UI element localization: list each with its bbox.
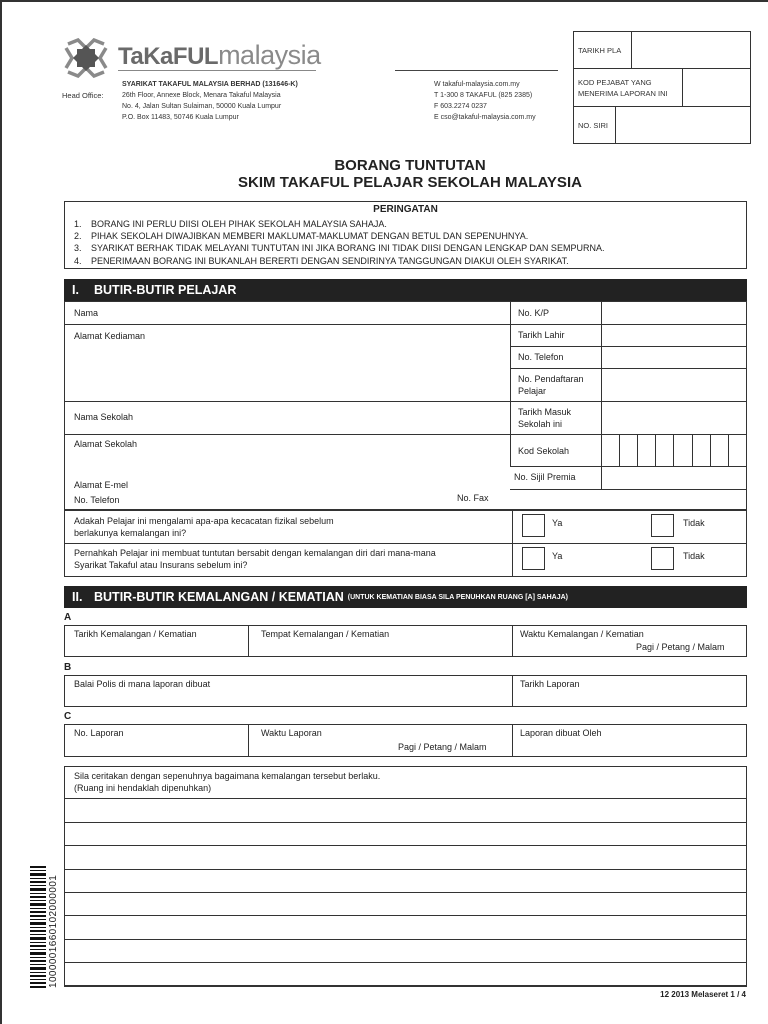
divider (673, 434, 674, 466)
tarikh-laporan-label: Tarikh Laporan (520, 679, 580, 689)
address-line: P.O. Box 11483, 50746 Kuala Lumpur (122, 114, 239, 121)
question-tuntutan-terdahulu: Pernahkah Pelajar ini membuat tuntutan bersabit dengan kemalangan diri dari mana-mana Syarikat Takaful atau Insurans sebelum ini? (74, 548, 436, 570)
alamat-kediaman-input[interactable] (74, 345, 506, 399)
page-footer: 12 2013 Melaseret 1 / 4 (660, 990, 746, 999)
part-c-letter: C (64, 711, 72, 722)
divider (512, 625, 513, 657)
tarikh-masuk-label: Tarikh Masuk Sekolah ini (518, 407, 572, 429)
kod-sekolah-digit-1[interactable] (603, 436, 618, 465)
section-1-header: I. BUTIR-BUTIR PELAJAR (64, 279, 747, 301)
company-name: SYARIKAT TAKAFUL MALAYSIA BERHAD (131646-K) (122, 81, 298, 88)
divider (64, 324, 747, 325)
tarikh-lahir-label: Tarikh Lahir (518, 330, 565, 340)
no-laporan-input[interactable] (70, 740, 244, 754)
waktu-kemalangan-label: Waktu Kemalangan / Kematian (520, 629, 644, 639)
divider (710, 434, 711, 466)
divider (64, 798, 747, 799)
divider (601, 301, 602, 490)
no-pendaftaran-label: No. Pendaftaran Pelajar (518, 374, 584, 396)
address-line: No. 4, Jalan Sultan Sulaiman, 50000 Kuala Lumpur (122, 103, 282, 110)
part-a-letter: A (64, 612, 72, 623)
address-line: 26th Floor, Annexe Block, Menara Takaful Malaysia (122, 92, 281, 99)
kod-sekolah-digit-5[interactable] (675, 436, 691, 465)
no-fax-label: No. Fax (457, 493, 489, 503)
no-pendaftaran-input[interactable] (604, 371, 744, 400)
narrative-input[interactable] (66, 800, 745, 986)
narrative-instruction: Sila ceritakan dengan sepenuhnya bagaimana kemalangan tersebut berlaku. (Ruang ini hendaklah dipenuhkan) (74, 771, 381, 793)
q2-ya-checkbox[interactable] (522, 547, 545, 570)
kod-sekolah-digit-6[interactable] (694, 436, 709, 465)
head-office-label: Head Office: (62, 91, 104, 100)
no-telefon-input[interactable] (604, 349, 744, 367)
barcode-number: 1000001660102000001 (48, 874, 59, 988)
q2-tidak-checkbox[interactable] (651, 547, 674, 570)
section-2-header: II. BUTIR-BUTIR KEMALANGAN / KEMATIAN (UNTUK KEMATIAN BIASA SILA PENUHKAN RUANG [A] SAHAJA) (64, 586, 747, 608)
no-telefon-label: No. Telefon (518, 352, 564, 362)
peringatan-item: 2. PIHAK SEKOLAH DIWAJIBKAN MEMBERI MAKLUMAT-MAKLUMAT DENGAN BETUL DAN SEPENUHNYA. (74, 231, 529, 242)
no-kp-label: No. K/P (518, 308, 550, 318)
no-telefon-sekolah-label: No. Telefon (74, 495, 120, 505)
divider (510, 489, 747, 490)
kod-pejabat-row (574, 69, 750, 107)
alamat-sekolah-label: Alamat Sekolah (74, 439, 138, 449)
brand-wordmark: TaKaFULmalaysia (118, 40, 321, 70)
peringatan-item: 4. PENERIMAAN BORANG INI BUKANLAH BERERTI DENGAN SENDIRINYA TANGGUNGAN DIAKUI OLEH SYARIKAT. (74, 255, 569, 266)
no-telefon-sekolah-input[interactable] (140, 493, 440, 507)
tarikh-pla-label: TARIKH PLA (574, 32, 632, 68)
no-sijil-premia-input[interactable] (604, 469, 744, 488)
kod-sekolah-digit-7[interactable] (712, 436, 727, 465)
no-kp-input[interactable] (604, 303, 744, 322)
waktu-laporan-label: Waktu Laporan (261, 728, 322, 738)
kod-sekolah-digit-8[interactable] (730, 436, 745, 465)
contact-fax: F 603.2274 0237 (434, 103, 487, 110)
tarikh-laporan-input[interactable] (518, 691, 744, 705)
kod-sekolah-label: Kod Sekolah (518, 446, 570, 456)
header-rule-right (395, 70, 558, 71)
q1-tidak-checkbox[interactable] (651, 514, 674, 537)
tempat-kemalangan-input[interactable] (254, 641, 508, 655)
part-b-letter: B (64, 662, 72, 673)
tarikh-lahir-input[interactable] (604, 327, 744, 345)
no-laporan-label: No. Laporan (74, 728, 124, 738)
alamat-sekolah-input[interactable] (74, 452, 506, 476)
q1-ya-label: Ya (552, 518, 563, 528)
divider (619, 434, 620, 466)
divider (692, 434, 693, 466)
q2-ya-label: Ya (552, 551, 563, 561)
kod-pejabat-label: KOD PEJABAT YANG MENERIMA LAPORAN INI (574, 69, 683, 106)
contact-phone: T 1-300 8 TAKAFUL (825 2385) (434, 92, 533, 99)
no-fax-input[interactable] (500, 492, 740, 506)
divider (510, 301, 511, 467)
company-contacts (434, 79, 536, 123)
waktu-kemalangan-options[interactable]: Pagi / Petang / Malam (636, 642, 725, 652)
divider (728, 434, 729, 466)
tarikh-pla-row (574, 32, 750, 69)
header-rule (118, 70, 316, 71)
form-title: BORANG TUNTUTAN (334, 157, 486, 174)
form-subtitle: SKIM TAKAFUL PELAJAR SEKOLAH MALAYSIA (238, 174, 582, 191)
waktu-laporan-options[interactable]: Pagi / Petang / Malam (398, 742, 487, 752)
nama-input[interactable] (256, 304, 506, 322)
divider (248, 625, 249, 657)
peringatan-box (64, 201, 747, 269)
divider (637, 434, 638, 466)
alamat-emel-label: Alamat E-mel (74, 480, 129, 490)
peringatan-list (74, 218, 604, 267)
divider (510, 466, 747, 467)
divider (64, 434, 747, 435)
tarikh-kemalangan-input[interactable] (70, 641, 244, 655)
laporan-dibuat-oleh-input[interactable] (518, 740, 744, 754)
nama-label: Nama (74, 308, 99, 318)
contact-website: W takaful-malaysia.com.my (434, 81, 520, 88)
nama-sekolah-input[interactable] (150, 404, 506, 432)
kod-sekolah-digit-4[interactable] (657, 436, 672, 465)
alamat-emel-input[interactable] (140, 478, 506, 492)
balai-polis-input[interactable] (70, 691, 508, 705)
divider (655, 434, 656, 466)
peringatan-item: 1. BORANG INI PERLU DIISI OLEH PIHAK SEKOLAH MALAYSIA SAHAJA. (74, 219, 387, 229)
laporan-dibuat-oleh-label: Laporan dibuat Oleh (520, 728, 602, 738)
tarikh-kemalangan-label: Tarikh Kemalangan / Kematian (74, 629, 197, 639)
tarikh-masuk-input[interactable] (604, 404, 744, 432)
divider (510, 368, 747, 369)
divider (64, 401, 747, 402)
office-use-box (573, 31, 751, 144)
divider (64, 543, 747, 544)
divider (512, 510, 513, 577)
divider (248, 724, 249, 757)
barcode-icon (30, 866, 46, 988)
q2-tidak-label: Tidak (683, 551, 705, 561)
q1-tidak-label: Tidak (683, 518, 705, 528)
divider (510, 346, 747, 347)
no-siri-row (574, 107, 750, 143)
q1-ya-checkbox[interactable] (522, 514, 545, 537)
question-kecacatan: Adakah Pelajar ini mengalami apa-apa kecacatan fizikal sebelum berlakunya kemalangan ini? (74, 516, 334, 538)
divider (512, 675, 513, 707)
tempat-kemalangan-label: Tempat Kemalangan / Kematian (261, 629, 390, 639)
peringatan-item: 3. SYARIKAT BERHAK TIDAK MELAYANI TUNTUTAN INI JIKA BORANG INI TIDAK DIISI DENGAN LENGKAP DAN SEMPURNA. (74, 243, 605, 254)
no-siri-label: NO. SIRI (574, 107, 616, 143)
divider (512, 724, 513, 757)
no-sijil-premia-label: No. Sijil Premia (514, 472, 576, 482)
nama-sekolah-label: Nama Sekolah (74, 412, 134, 422)
contact-email: E cso@takaful-malaysia.com.my (434, 114, 536, 121)
kod-sekolah-digit-3[interactable] (639, 436, 654, 465)
company-address (122, 79, 298, 123)
peringatan-title: PERINGATAN (373, 204, 438, 215)
kod-sekolah-digit-2[interactable] (621, 436, 636, 465)
alamat-kediaman-label: Alamat Kediaman (74, 331, 146, 341)
takaful-logo-icon (64, 38, 108, 78)
balai-polis-label: Balai Polis di mana laporan dibuat (74, 679, 211, 689)
